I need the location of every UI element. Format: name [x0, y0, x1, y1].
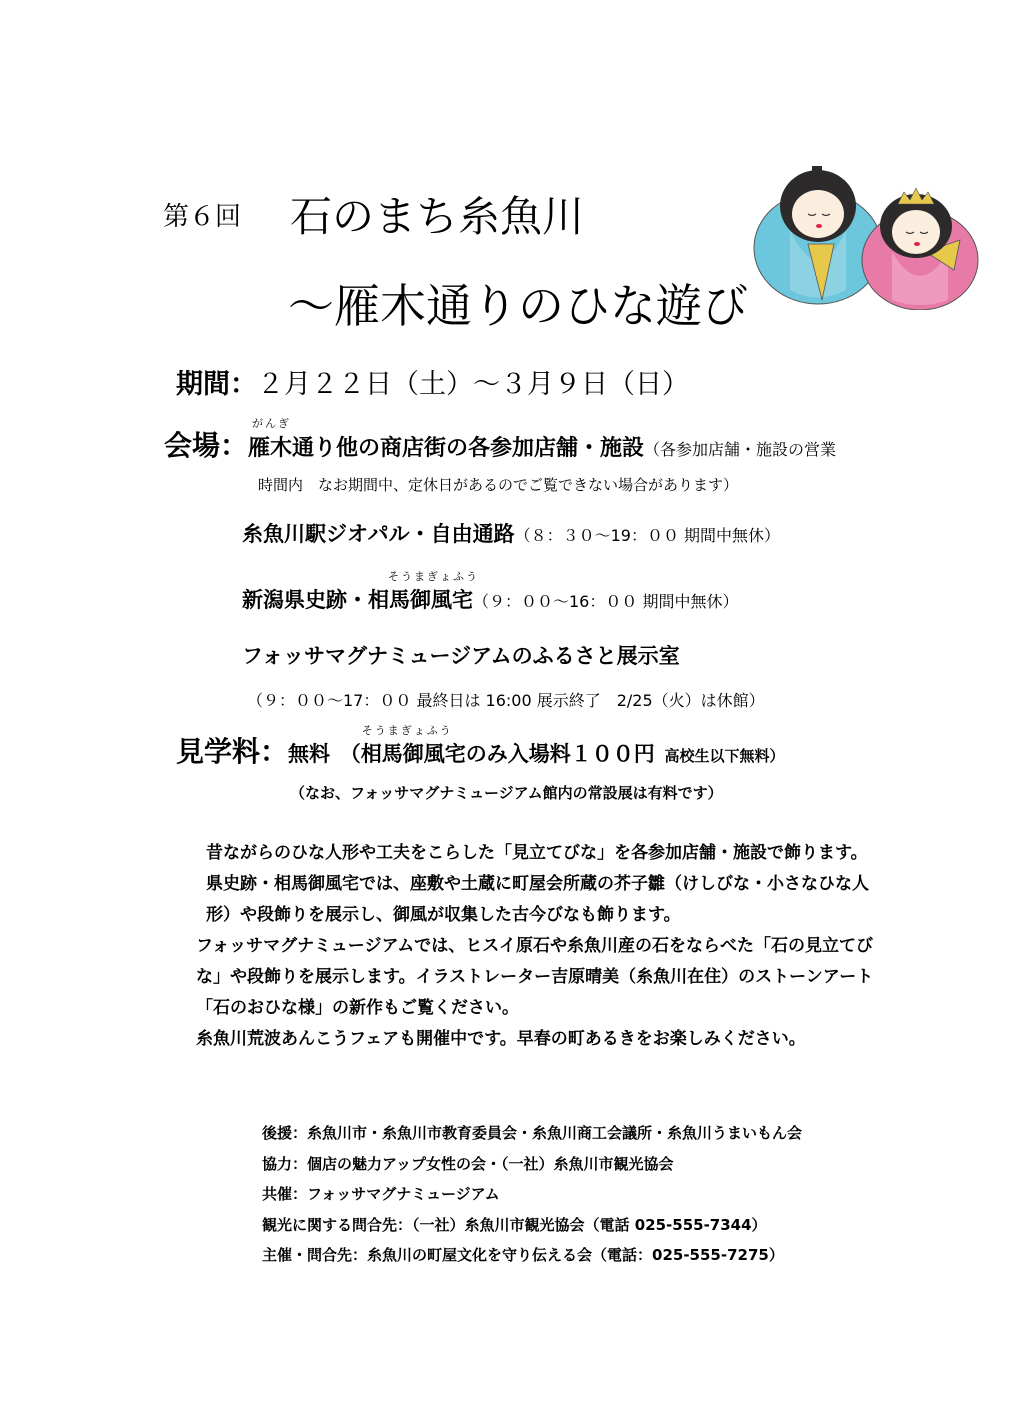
- event-subtitle: ～雁木通りのひな遊び: [288, 279, 748, 333]
- credit-line: 共催：フォッサマグナミュージアム: [262, 1185, 500, 1203]
- fee-label: 見学料：: [176, 735, 289, 768]
- location-name: フォッサマグナミュージアムのふるさと展示室: [242, 644, 680, 668]
- hina-dolls-illustration: [750, 160, 980, 310]
- description-paragraph: 糸魚川荒波あんこうフェアも開催中です。早春の町あるきをお楽しみください。: [196, 1029, 806, 1049]
- venue-note: 時間内 なお期間中、定休日があるのでご覧できない場合があります）: [258, 476, 739, 494]
- venue-location: [242, 518, 780, 548]
- venue-location: [242, 640, 680, 670]
- venue-note-inline: （各参加店舗・施設の営業: [644, 440, 837, 459]
- period-value: ２月２２日（土）～３月９日（日）: [257, 369, 689, 400]
- location-ruby: そうまぎょふう: [388, 570, 479, 583]
- fee-value: 無料: [288, 742, 331, 766]
- credit-line: 主催・問合先：糸魚川の町屋文化を守り伝える会（電話：025-555-7275）: [262, 1246, 784, 1264]
- location-name: 新潟県史跡・相馬御風宅: [242, 588, 473, 612]
- admission-fee: [176, 724, 785, 770]
- left-doll-icon: [754, 166, 882, 304]
- credit-line: 協力：個店の魅力アップ女性の会・（一社）糸魚川市観光協会: [262, 1154, 674, 1173]
- credits: [262, 1118, 802, 1271]
- edition-number: 第６回: [163, 202, 242, 232]
- venue-location: [242, 570, 739, 614]
- event-venue: [164, 417, 837, 464]
- fee-note: （なお、フォッサマグナミュージアム館内の常設展は有料です）: [290, 784, 723, 802]
- event-title: 石のまち糸魚川: [290, 192, 585, 241]
- description-paragraph: 県史跡・相馬御風宅では、座敷や土蔵に町屋会所蔵の芥子雛（けしびな・小さなひな人形）や段飾りを展示し、御風が収集した古今びなも飾ります。: [206, 874, 869, 925]
- description-paragraph: フォッサマグナミュージアムでは、ヒスイ原石や糸魚川産の石をならべた「石の見立てびな」や段飾りを展示します。イラストレーター吉原晴美（糸魚川在住）のストーンアート「石のおひな様」の新作もご覧ください。: [196, 936, 874, 1018]
- event-period: [176, 362, 689, 401]
- fee-detail: （相馬御風宅のみ入場料１００円: [339, 742, 655, 766]
- location-hours: （８：３０～19：００ 期間中無休）: [514, 526, 781, 545]
- period-label: 期間：: [176, 369, 257, 400]
- fee-detail-small: 高校生以下無料）: [664, 747, 785, 765]
- museum-hours-note: （９：００～17：００ 最終日は 16:00 展示終了 2/25（火）は休館）: [247, 691, 765, 710]
- location-name: 糸魚川駅ジオパル・自由通路: [242, 522, 515, 546]
- description-paragraph: 昔ながらのひな人形や工夫をこらした「見立てびな」を各参加店舗・施設で飾ります。: [206, 843, 868, 863]
- venue-label: 会場：: [164, 429, 249, 462]
- location-hours: （９：００～16：００ 期間中無休）: [473, 592, 739, 611]
- credit-line: 後援：糸魚川市・糸魚川市教育委員会・糸魚川商工会議所・糸魚川うまいもん会: [262, 1124, 803, 1142]
- fee-ruby: そうまぎょふう: [361, 724, 453, 737]
- venue-ruby: がんぎ: [252, 417, 292, 430]
- credit-line: 観光に関する問合先：（一社）糸魚川市観光協会（電話 025-555-7344）: [262, 1215, 767, 1234]
- event-description: [196, 838, 886, 1055]
- right-doll-icon: [862, 188, 978, 310]
- venue-value: 雁木通り他の商店街の各参加店舗・施設: [248, 436, 645, 461]
